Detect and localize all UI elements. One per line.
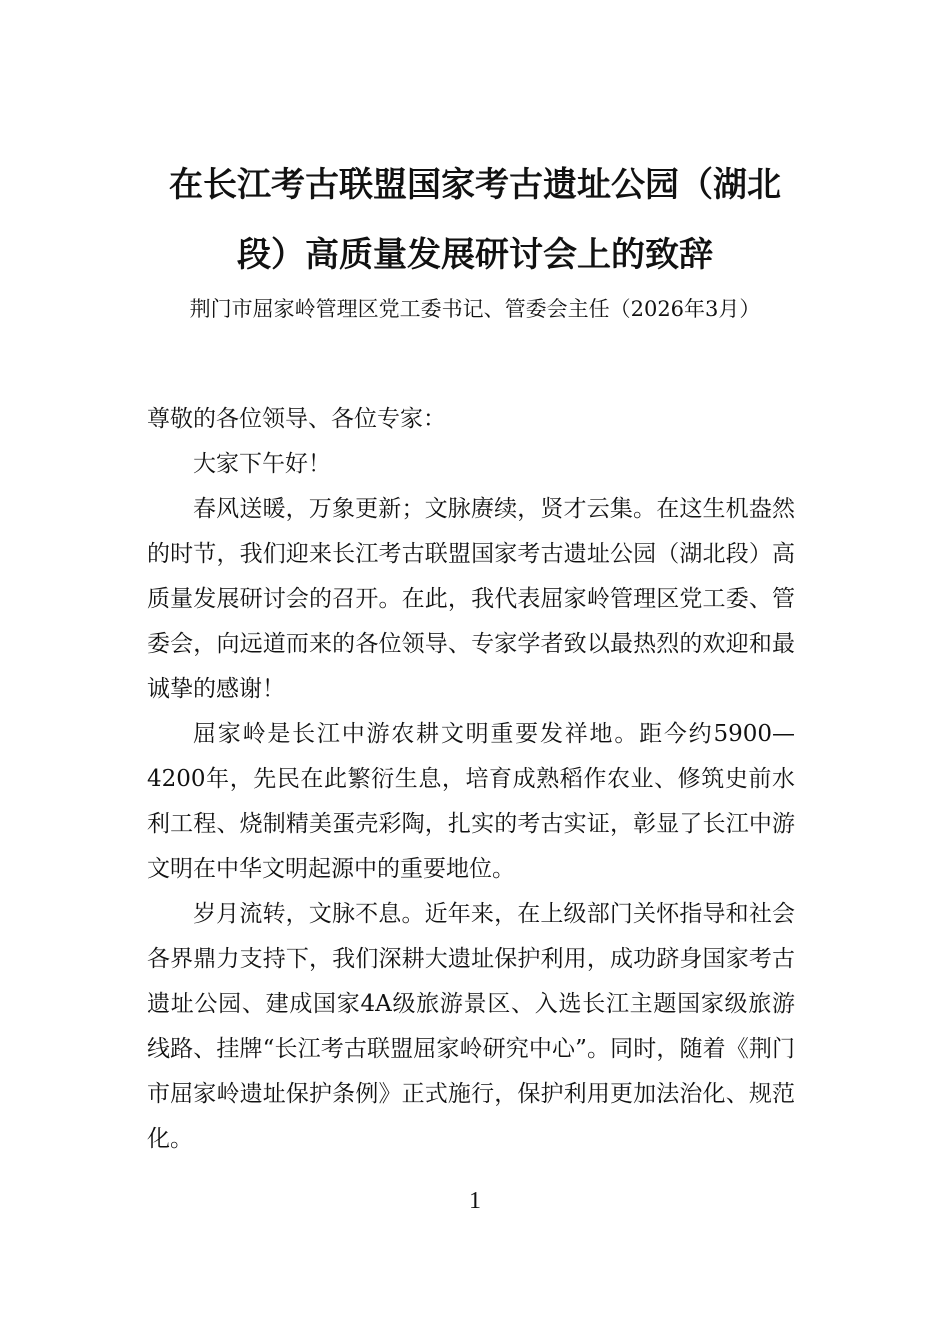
document-title: 在长江考古联盟国家考古遗址公园（湖北段）高质量发展研讨会上的致辞 [169,165,781,275]
page-number: 1 [469,1188,481,1214]
paragraph-achievements: 岁月流转，文脉不息。近年来，在上级部门关怀指导和社会各界鼎力支持下，我们深耕大遗址保护利用，成功跻身国家考古遗址公园、建成国家4A级旅游景区、入选长江主题国家级旅游线路、挂牌“长江考古联盟屈家岭研究中心”。同时，随着《荆门市屈家岭遗址保护条例》正式施行，保护利用更加法治化、规范化。 [147,901,795,1152]
document-body [147,397,795,1162]
salutation: 尊敬的各位领导、各位专家： [147,406,446,432]
paragraph-greeting: 大家下午好！ [193,451,331,477]
paragraph-history: 屈家岭是长江中游农耕文明重要发祥地。距今约5900—4200年，先民在此繁衍生息，培育成熟稻作农业、修筑史前水利工程、烧制精美蛋壳彩陶，扎实的考古实证，彰显了长江中游文明在中华文明起源中的重要地位。 [147,721,795,882]
document-subtitle: 荆门市屈家岭管理区党工委书记、管委会主任（2026年3月） [189,297,761,321]
paragraph-welcome: 春风送暖，万象更新；文脉赓续，贤才云集。在这生机盎然的时节，我们迎来长江考古联盟国家考古遗址公园（湖北段）高质量发展研讨会的召开。在此，我代表屈家岭管理区党工委、管委会，向远道而来的各位领导、专家学者致以最热烈的欢迎和最诚挚的感谢！ [147,496,795,702]
